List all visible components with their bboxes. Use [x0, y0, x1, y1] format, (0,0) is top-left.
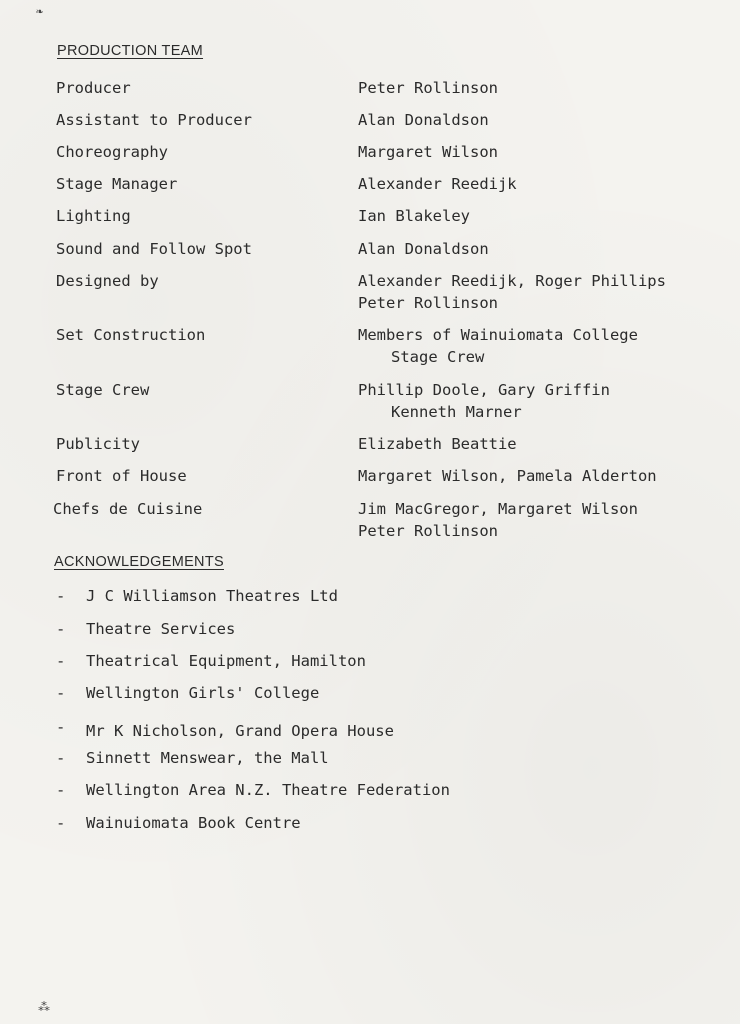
scan-mark: ❧ — [36, 4, 44, 18]
credit-name: Ian Blakeley — [358, 207, 470, 225]
credit-name: Peter Rollinson — [358, 79, 498, 97]
role-label: Chefs de Cuisine — [53, 500, 203, 518]
role-label: Stage Crew — [56, 381, 150, 399]
list-bullet: - — [56, 814, 66, 832]
credit-name: Alan Donaldson — [358, 240, 489, 258]
acknowledgement-item: Theatre Services — [86, 620, 236, 638]
role-label: Publicity — [56, 435, 140, 453]
role-label: Lighting — [56, 207, 131, 225]
acknowledgement-item: Mr K Nicholson, Grand Opera House — [86, 722, 394, 740]
production-team-heading: PRODUCTION TEAM — [57, 43, 204, 59]
role-label: Choreography — [56, 143, 168, 161]
list-bullet: - — [56, 620, 66, 638]
list-bullet: - — [56, 718, 66, 736]
acknowledgement-item: Wellington Girls' College — [86, 684, 320, 702]
credit-name: Peter Rollinson — [358, 294, 498, 312]
scan-mark: ⁂ — [38, 1000, 50, 1014]
role-label: Front of House — [56, 467, 187, 485]
role-label: Designed by — [56, 272, 159, 290]
acknowledgement-item: Theatrical Equipment, Hamilton — [86, 652, 366, 670]
list-bullet: - — [56, 781, 66, 799]
role-label: Stage Manager — [56, 175, 178, 193]
credit-name: Alexander Reedijk — [358, 175, 517, 193]
credit-name: Stage Crew — [391, 348, 485, 366]
credit-name: Phillip Doole, Gary Griffin — [358, 381, 610, 399]
credit-name: Alexander Reedijk, Roger Phillips — [358, 272, 666, 290]
credit-name: Jim MacGregor, Margaret Wilson — [358, 500, 638, 518]
acknowledgement-item: Wellington Area N.Z. Theatre Federation — [86, 781, 450, 799]
credit-name: Alan Donaldson — [358, 111, 489, 129]
credit-name: Peter Rollinson — [358, 522, 498, 540]
list-bullet: - — [56, 587, 66, 605]
credit-name: Members of Wainuiomata College — [358, 326, 638, 344]
acknowledgement-item: Sinnett Menswear, the Mall — [86, 749, 329, 767]
list-bullet: - — [56, 749, 66, 767]
acknowledgements-heading: ACKNOWLEDGEMENTS — [54, 554, 224, 570]
credit-name: Margaret Wilson, Pamela Alderton — [358, 467, 657, 485]
acknowledgement-item: J C Williamson Theatres Ltd — [86, 587, 338, 605]
list-bullet: - — [56, 652, 66, 670]
credit-name: Kenneth Marner — [391, 403, 522, 421]
credit-name: Margaret Wilson — [358, 143, 498, 161]
role-label: Producer — [56, 79, 131, 97]
role-label: Assistant to Producer — [56, 111, 252, 129]
role-label: Set Construction — [56, 326, 206, 344]
acknowledgement-item: Wainuiomata Book Centre — [86, 814, 301, 832]
role-label: Sound and Follow Spot — [56, 240, 252, 258]
list-bullet: - — [56, 684, 66, 702]
credit-name: Elizabeth Beattie — [358, 435, 517, 453]
